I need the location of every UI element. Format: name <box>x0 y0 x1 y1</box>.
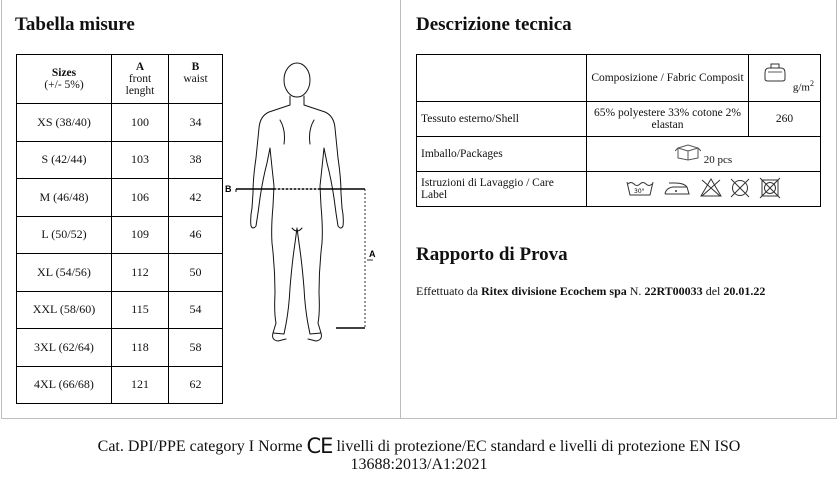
front-length-cell: 103 <box>112 141 169 179</box>
no-tumble-dry-icon <box>760 178 780 198</box>
sizes-header: Sizes (+/- 5%) <box>17 55 112 104</box>
weight-scale-icon <box>763 60 787 82</box>
report-number: 22RT00033 <box>644 284 703 298</box>
package-box-icon <box>675 143 701 161</box>
label-a: A <box>369 249 376 259</box>
size-cell: S (42/44) <box>17 141 112 179</box>
waist-cell: 34 <box>169 104 223 142</box>
no-bleach-icon <box>701 179 721 196</box>
shell-weight: 260 <box>749 102 821 137</box>
iron-low-icon <box>665 183 689 194</box>
frame-right-border <box>836 0 837 418</box>
size-cell: 4XL (66/68) <box>17 366 112 404</box>
front-length-cell: 106 <box>112 179 169 217</box>
front-length-cell: 118 <box>112 329 169 367</box>
packaging-value: 20 pcs <box>587 137 821 172</box>
report-lab: Ritex divisione Ecochem spa <box>481 284 627 298</box>
size-table-header <box>17 55 223 104</box>
table-row <box>417 102 821 137</box>
waist-cell: 54 <box>169 291 223 329</box>
report-text: Effettuato da Ritex divisione Ecochem spa N. 22RT00033 del 20.01.22 <box>416 284 766 298</box>
front-length-cell: 121 <box>112 366 169 404</box>
report-date: 20.01.22 <box>723 284 766 298</box>
front-length-cell: 115 <box>112 291 169 329</box>
technical-table <box>416 54 821 207</box>
table-row <box>417 137 821 172</box>
front-length-cell: 112 <box>112 254 169 292</box>
table-row <box>17 366 223 404</box>
table-row <box>417 172 821 207</box>
care-symbols <box>587 172 821 207</box>
svg-text:30°: 30° <box>634 187 645 195</box>
weight-header <box>749 55 821 102</box>
waist-cell: 38 <box>169 141 223 179</box>
footer-certification: Cat. DPI/PPE category I Norme CE livelli di protezione/EC standard e livelli di protezione EN ISO 13688:2013/A1:2021 <box>97 434 741 473</box>
shell-composition: 65% polyestere 33% cotone 2% elastan <box>587 102 749 137</box>
waist-cell: 46 <box>169 216 223 254</box>
table-row <box>17 216 223 254</box>
table-row <box>417 55 821 102</box>
frame-left-border <box>1 0 2 418</box>
wash-30-icon <box>627 182 653 195</box>
size-cell: XS (38/40) <box>17 104 112 142</box>
size-cell: XL (54/56) <box>17 254 112 292</box>
empty-cell <box>417 55 587 102</box>
report-title: Rapporto di Prova <box>416 244 568 265</box>
shell-label: Tessuto esterno/Shell <box>417 102 587 137</box>
wash-label: Istruzioni di Lavaggio / Care Label <box>417 172 587 207</box>
technical-title: Descrizione tecnica <box>416 14 572 35</box>
composition-header: Composizione / Fabric Composit <box>587 55 749 102</box>
table-row <box>17 104 223 142</box>
waist-cell: 50 <box>169 254 223 292</box>
column-b-header: B waist <box>169 55 223 104</box>
body-measurement-figure <box>222 58 390 352</box>
front-length-cell: 109 <box>112 216 169 254</box>
body-outline-icon <box>251 63 344 341</box>
care-symbols-strip <box>625 177 795 199</box>
waist-cell: 58 <box>169 329 223 367</box>
weight-unit: $g/m^2$ <box>792 79 814 94</box>
size-cell: L (50/52) <box>17 216 112 254</box>
table-row <box>17 291 223 329</box>
frame-footer-divider <box>1 418 837 419</box>
size-table <box>16 54 223 404</box>
size-cell: M (46/48) <box>17 179 112 217</box>
ce-mark-icon: CE <box>306 434 333 458</box>
waist-cell: 62 <box>169 366 223 404</box>
frame-divider <box>400 0 401 418</box>
front-length-cell: 100 <box>112 104 169 142</box>
size-cell: 3XL (62/64) <box>17 329 112 367</box>
column-a-header: A front lenght <box>112 55 169 104</box>
packaging-label: Imballo/Packages <box>417 137 587 172</box>
table-row <box>17 179 223 217</box>
size-chart-title: Tabella misure <box>15 14 135 35</box>
table-row <box>17 254 223 292</box>
table-row <box>17 329 223 367</box>
waist-cell: 42 <box>169 179 223 217</box>
table-row <box>17 141 223 179</box>
no-dry-clean-icon <box>731 179 749 197</box>
label-b: B <box>225 184 232 194</box>
size-cell: XXL (58/60) <box>17 291 112 329</box>
